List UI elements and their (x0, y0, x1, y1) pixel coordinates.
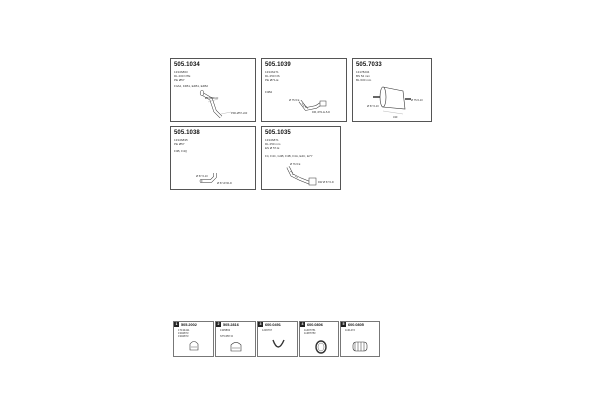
accessory-card-1[interactable] (173, 321, 214, 357)
exhaust-pipe-drawing (171, 59, 257, 123)
dimension-label: Ø 75-5-10 (411, 99, 423, 102)
accessory-card-5[interactable] (340, 321, 380, 357)
part-spec-line: 1335863 (220, 329, 231, 332)
part-spec-line: 1334S835 (174, 138, 188, 142)
accessory-card-2[interactable] (215, 321, 256, 357)
part-spec-line: 1334S863 (174, 70, 188, 74)
part-number: 505.1035 (265, 130, 291, 136)
dimension-label: Ø57/Ø60-D (205, 97, 219, 100)
dimension-label: DW Ø 57-5-D (318, 181, 334, 184)
item-index: 2 (217, 322, 220, 326)
vehicle-models: F4A2, F4B1, E4B1, E4B2 (174, 84, 209, 88)
part-spec-line: 1T134411 (178, 329, 190, 332)
part-spec-line: BS 54 mm (356, 74, 371, 78)
exhaust-pipe-drawing (262, 127, 342, 191)
part-number: 505.1038 (174, 130, 200, 136)
part-card-2[interactable] (261, 58, 347, 122)
vehicle-models: F4B, F4Q (174, 149, 188, 153)
part-spec-line: 1S92873 (178, 332, 189, 335)
part-spec-line: 13178234 (356, 70, 370, 74)
dimension-label: Ø 57-5-10 (196, 175, 208, 178)
clamp-icon (174, 322, 215, 358)
coil-clamp-icon (341, 322, 381, 358)
part-spec-line: 1334S871 (265, 138, 279, 142)
part-card-5[interactable] (261, 126, 341, 190)
dimension-label: Ø 76-5 E (290, 163, 301, 166)
part-spec-line: 1236767 (262, 329, 273, 332)
part-number: 505.1034 (174, 62, 200, 68)
part-spec-line: 1S92873 (178, 335, 189, 338)
part-number: 505.2002 (181, 322, 197, 327)
accessory-card-4[interactable] (299, 321, 339, 357)
item-index: 4 (301, 322, 304, 326)
gasket-ring-icon (300, 322, 340, 358)
part-spec-line: PE Ø57 (174, 142, 185, 146)
clamp-icon (216, 322, 257, 358)
part-card-3[interactable] (352, 58, 432, 122)
part-spec-line: 1131472 (345, 329, 355, 332)
dimension-label: DM, Ø71-E-5-D (312, 111, 331, 114)
part-spec-line: 1334S271 (265, 70, 279, 74)
part-number: 600.0491 (265, 322, 281, 327)
dimension-label: 430 (393, 116, 398, 119)
part-number: 505.1039 (265, 62, 291, 68)
part-spec-line: PE Ø71-E (265, 78, 279, 82)
part-number: 505.7033 (356, 62, 382, 68)
part-number: 600.0806 (307, 322, 323, 327)
part-spec-line: DL 250 mm (265, 142, 281, 146)
dimension-label: PDF-Ø57-L60 (231, 112, 248, 115)
muffler-drawing (353, 59, 433, 123)
item-index: 1 (175, 322, 178, 326)
item-index: 3 (259, 322, 262, 326)
part-number: 600.0805 (348, 322, 364, 327)
part-spec-line: DL 250 NS (265, 74, 280, 78)
part-spec-line: PE Ø57 (174, 78, 185, 82)
vehicle-models: F4B2 (265, 90, 273, 94)
dimension-label: Ø 75-5 E (289, 99, 300, 102)
dimension-label: Ø 57-Ø 60-D (217, 182, 232, 185)
part-spec-line: ST5 Ø57-D (220, 335, 234, 338)
part-spec-line: 1138T783 (304, 332, 316, 335)
vehicle-models: F4, F4C, G4B, F4B, F4A, E4C, E7Y (265, 154, 313, 158)
accessory-strip (173, 321, 380, 357)
rubber-hanger-icon (258, 322, 299, 358)
part-spec-line: ES Ø 57-E (265, 146, 280, 150)
item-index: 5 (342, 322, 345, 326)
part-spec-line: BL 630 mm (356, 78, 372, 82)
exhaust-pipe-drawing (262, 59, 348, 123)
part-number: 505.2816 (223, 322, 239, 327)
part-spec-line: 1149T781 (304, 329, 316, 332)
part-card-4[interactable] (170, 126, 256, 190)
part-spec-line: DL 200 NTE (174, 74, 191, 78)
dimension-label: Ø 57-5-10 (367, 105, 379, 108)
exhaust-pipe-drawing (171, 127, 257, 191)
accessory-card-3[interactable] (257, 321, 298, 357)
part-card-1[interactable] (170, 58, 256, 122)
